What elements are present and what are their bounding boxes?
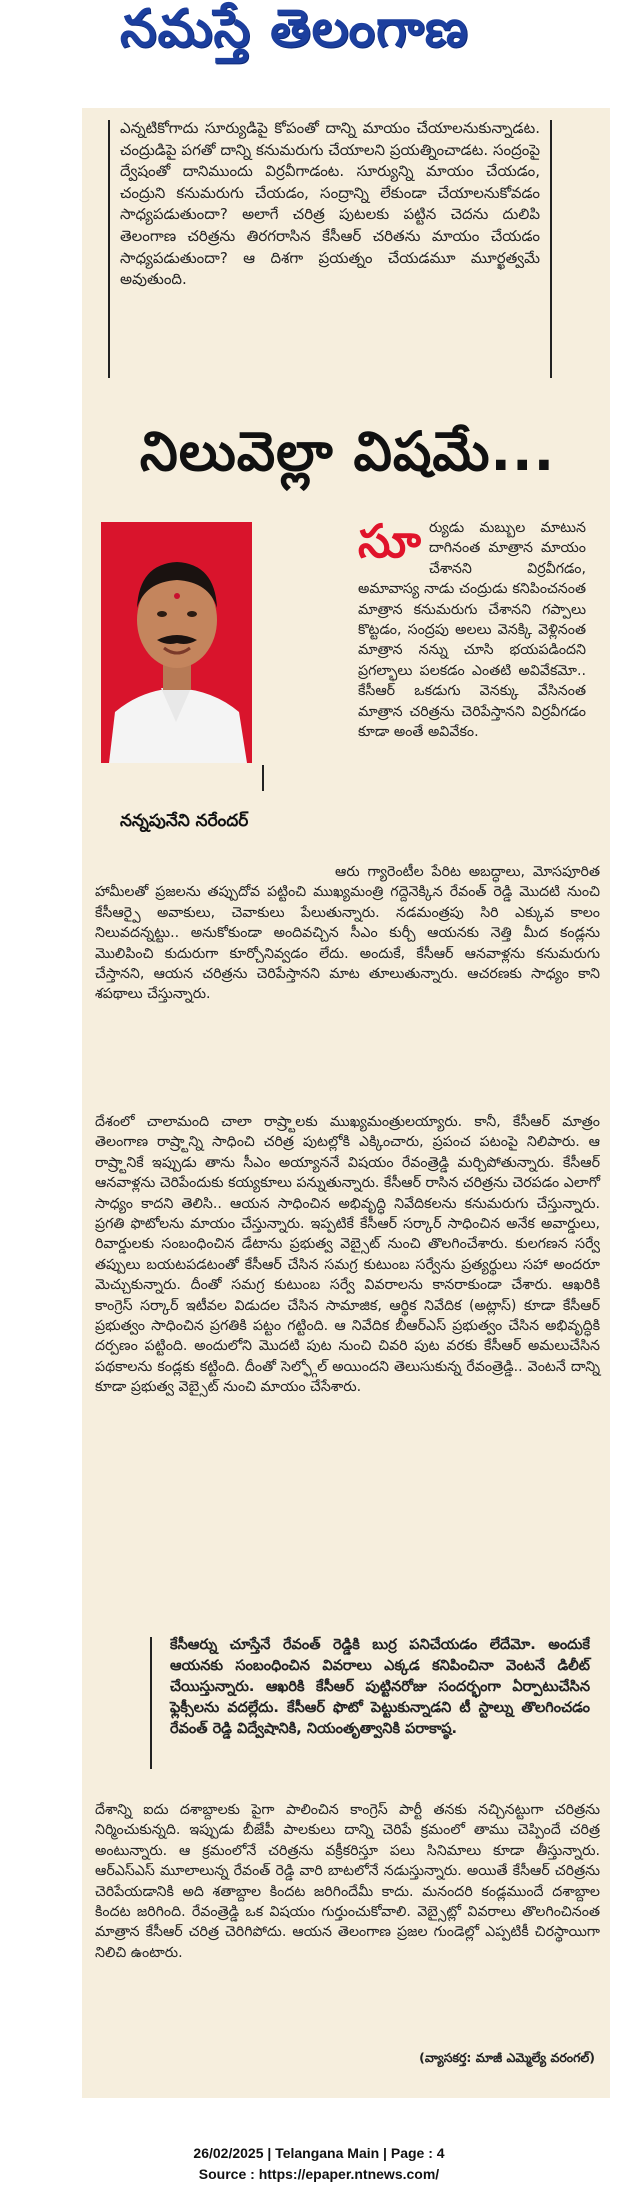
lead-paragraph — [358, 514, 586, 742]
body-paragraph-2: దేశంలో చాలామంది చాలా రాష్ర్టాలకు ముఖ్యమంత్రులయ్యారు. కానీ, కేసీఆర్ మాత్రం తెలంగాణ రాష్ర్టాన్ని సాధించి చరిత్ర పుటల్లోకి ఎక్కించారు, ప్రపంచ పటంపై నిలిపారు. ఆ రాష్ర్టానికే ఇప్పుడు తాను సీఎం అయ్యాననే విషయం రేవంత్రెడ్డి మర్చిపోతున్నారు. కేసీఆర్ ఆనవాళ్లను చెరిపేందుకు కయ్యకూలు పన్నుతున్నారు. కేసీఆర్ రాసిన చరిత్రను చెరపడం ఎలాగో సాధ్యం కాదని తెలిసి.. ఆయన సాధించిన అభివృద్ధి నివేదికలను కనుమరుగు చేస్తున్నారు. ప్రగతి ఫొటోలను మాయం చేస్తున్నారు. ఇప్పటికే కేసీఆర్ సర్కార్ సాధించిన అనేక అవార్డులు, రివార్డులకు సంబంధించిన డేటాను ప్రభుత్వ వెబ్సైట్ నుంచి తొలగించేశారు. కులగణన సర్వే తప్పులు బయటపడటంతో కేసీఆర్ చేసిన సమగ్ర కుటుంబ సర్వేను ప్రత్యర్థులు సహా అందరూ మెచ్చుకున్నారు. దీంతో సమగ్ర కుటుంబ సర్వే వివరాలను కానరాకుండా చేశారు. ఆఖరికి కాంగ్రెస్ సర్కార్ ఇటీవల విడుదల చేసిన సామాజిక, ఆర్థిక నివేదిక (అట్లాస్) కూడా కేసీఆర్ ప్రభుత్వం సాధించిన ప్రగతికి పట్టం గట్టింది. ఆ నివేదిక బీఆర్ఎస్ ప్రభుత్వం చేసిన అభివృద్ధికి దర్పణం పట్టింది. అందులోని మొదటి పుట నుంచి చివరి పుట వరకు కేసీఆర్ అమలుచేసిన పథకాలను కండ్లకు కట్టింది. దీంతో సెల్ఫ్గోల్ అయిందని తెలుసుకున్న రేవంత్రెడ్డి.. వెంటనే దాన్ని కూడా ప్రభుత్వ వెబ్సైట్ నుంచి మాయం చేసేశారు. — [95, 1114, 600, 1396]
footer-source[interactable]: Source : https://epaper.ntnews.com/ — [198, 2166, 440, 2182]
author-credit: (వ్యాసకర్త: మాజీ ఎమ్మెల్యే వరంగల్) — [419, 2050, 595, 2065]
page-footer — [0, 2143, 638, 2185]
footer-date-page: 26/02/2025 | Telangana Main | Page : 4 — [193, 2145, 445, 2161]
headline: నిలువెల్లా విషమే... — [139, 420, 556, 483]
intro-box — [120, 118, 540, 291]
body-paragraph-4: దేశాన్ని ఐదు దశాబ్దాలకు పైగా పాలించిన కాంగ్రెస్ పార్టీ తనకు నచ్చినట్టుగా చరిత్రను నిర్మించుకున్నది. ఇప్పుడు బీజేపీ పాలకులు దాన్ని చెరిపే క్రమంలో తాము చెప్పిందే చరిత్ర అంటున్నారు. ఆ క్రమంలోనే చరిత్రను వక్రీకరిస్తూ పలు సినిమాలు కూడా తీస్తున్నారు. ఆర్ఎస్ఎస్ మూలాలున్న రేవంత్ రెడ్డి వారి బాటలోనే నడుస్తున్నారు. అయితే కేసీఆర్ చరిత్రను చెరిపేయడానికి అది శతాబ్దాల కిందట జరిగిందేమీ కాదు. మనందరి కండ్లముందే దశాబ్దాల కిందట జరిగింది. రేవంత్రెడ్డి ఒక విషయం గుర్తుంచుకోవాలి. వెబ్సైట్లో వివరాలు తొలగించినంత మాత్రాన కేసీఆర్ చరిత్ర చెరిగిపోదు. ఆయన తెలంగాణ ప్రజల గుండెల్లో ఎప్పటికీ చిరస్థాయిగా నిలిచి ఉంటారు. — [95, 1802, 600, 1961]
drop-cap: సూ — [358, 514, 422, 568]
byline-rule — [262, 765, 264, 791]
intro-left-rule — [108, 120, 110, 378]
quote-rule — [150, 1637, 152, 1769]
lead-text: ర్యుడు మబ్బుల మాటున దాగినంత మాత్రాన మాయం చేశానని విర్రవీగడం, అమావాస్య నాడు చంద్రుడు కనిపించనంత మాత్రాన కనుమరుగు చేశానని గప్పాలు కొట్టడం, సంద్రపు అలలు వెనక్కి వెళ్లినంత మాత్రాన నన్ను చూసి భయపడిందని ప్రగల్భాలు పలకడం ఎంతటి అవివేకమో.. కేసీఆర్ ఒకడుగు వెనక్కు వేసినంత మాత్రాన చరిత్రను చెరిపేస్తానని విర్రవీగడం కూడా అంతే అవివేకం. — [358, 520, 586, 741]
masthead — [0, 0, 638, 70]
intro-text: ఎన్నటికోగాదు సూర్యుడిపై కోపంతో దాన్ని మాయం చేయాలనుకున్నాడట. చంద్రుడిపై పగతో దాన్ని కనుమరుగు చేయాలని ప్రయత్నించాడట. సంద్రంపై ద్వేషంతో దానిముందు విర్రవీగాడంట. సూర్యున్ని మాయం చేయడం, చంద్రుని కనుమరుగు చేయడం, సంద్రాన్ని లేకుండా చేయాలనుకోవడం సాధ్యపడుతుందా? అలాగే చరిత్ర పుటలకు పట్టిన చెదను దులిపి తెలంగాణ చరిత్రను తిరగరాసిన కేసీఆర్ చరితను మాయం చేయడం సాధ్యపడుతుందా? ఆ దిశగా ప్రయత్నం చేయడమూ మూర్ఖత్వమే అవుతుంది. — [120, 119, 540, 289]
pull-quote: కేసీఆర్ను చూస్తేనే రేవంత్ రెడ్డికి బుర్ర పనిచేయడం లేదేమో. అందుకే ఆయనకు సంబంధించిన వివరాలు ఎక్కడ కనిపించినా వెంటనే డిలీట్ చేయిస్తున్నారు. ఆఖరికి కేసీఆర్ పుట్టినరోజు సందర్భంగా ఏర్పాటుచేసిన ఫ్లెక్సీలను వదల్లేదు. కేసీఆర్ ఫొటో పెట్టుకున్నాడని టీ స్టాల్ను తొలగించడం రేవంత్ రెడ్డి విద్వేషానికి, నియంతృత్వానికి పరాకాష్ఠ. — [170, 1637, 590, 1737]
body-paragraph-1: ఆరు గ్యారెంటీల పేరిట అబద్ధాలు, మోసపూరిత హామీలతో ప్రజలను తప్పుదోవ పట్టించి ముఖ్యమంత్రి గద్దెనెక్కిన రేవంత్ రెడ్డి మొదటి నుంచి కేసీఆర్పై అవాకులు, చెవాకులు పేలుతున్నారు. నడమంత్రపు సిరి ఎక్కువ కాలం నిలువదన్నట్టు.. అనుకోకుండా అందివచ్చిన సీఎం కుర్చీ ఆయనకు నెత్తి మీద కండ్లను మొలిపించి కుదురుగా కూర్చోనివ్వడం లేదు. అందుకే, కేసీఆర్ ఆనవాళ్లను కనుమరుగు చేస్తానని, ఆయన చరిత్రను చెరిపేస్తానని మాట తూలుతున్నారు. ఆచరణకు సాధ్యం కాని శపథాలు చేస్తున్నారు. — [95, 864, 600, 1003]
author-photo — [101, 522, 252, 763]
masthead-title: నమస్తే తెలంగాణ — [120, 0, 469, 59]
intro-right-rule — [550, 120, 552, 378]
author-portrait-icon — [101, 522, 252, 763]
author-byline: నన్నపునేని నరేందర్ — [120, 811, 249, 831]
